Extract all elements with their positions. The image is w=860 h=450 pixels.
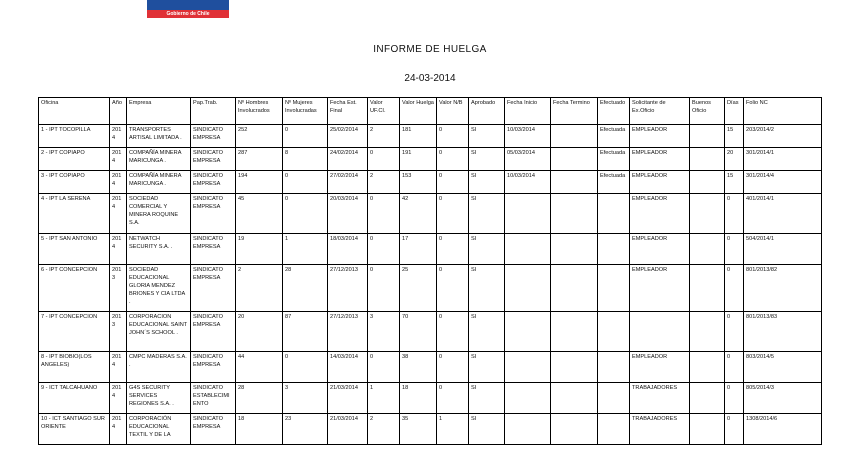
table-cell — [598, 383, 630, 414]
table-cell — [690, 352, 725, 383]
table-cell: SINDICATO EMPRESA — [191, 265, 236, 312]
table-cell: 0 — [725, 312, 744, 352]
table-cell: 21/03/2014 — [328, 383, 368, 414]
table-cell: 25/02/2014 — [328, 125, 368, 148]
table-cell: 10/03/2014 — [505, 125, 551, 148]
table-cell: SI — [469, 352, 505, 383]
table-cell: 15 — [725, 125, 744, 148]
table-cell: 0 — [437, 125, 469, 148]
table-cell: 2013 — [110, 265, 127, 312]
table-cell: 27/02/2014 — [328, 171, 368, 194]
table-cell: 0 — [437, 265, 469, 312]
table-cell: 0 — [437, 312, 469, 352]
table-cell: EMPLEADOR — [630, 265, 690, 312]
table-cell: 0 — [437, 383, 469, 414]
table-cell: SINDICATO EMPRESA — [191, 194, 236, 234]
table-cell — [690, 265, 725, 312]
table-cell — [690, 383, 725, 414]
table-cell — [598, 312, 630, 352]
table-cell: 8 — [283, 148, 328, 171]
table-cell: 20/03/2014 — [328, 194, 368, 234]
table-cell: 2014 — [110, 414, 127, 445]
table-cell: 10 - ICT SANTIAGO SUR ORIENTE — [39, 414, 110, 445]
table-cell: 44 — [236, 352, 283, 383]
table-cell: 0 — [437, 352, 469, 383]
table-cell: CORPORACION EDUCACIONAL SAINT JOHN´S SCHOOL . — [127, 312, 191, 352]
table-cell — [551, 265, 598, 312]
table-cell: Efectuada — [598, 171, 630, 194]
table-cell: SOCIEDAD COMERCIAL Y MINERA ROQUINE S.A. — [127, 194, 191, 234]
table-cell: SI — [469, 171, 505, 194]
table-body — [39, 125, 822, 445]
table-cell: 287 — [236, 148, 283, 171]
table-header-row — [39, 98, 822, 125]
column-header: Solicitante de Ex.Oficio — [630, 98, 690, 125]
table-row — [39, 171, 822, 194]
table-cell — [598, 414, 630, 445]
table-cell: 10/03/2014 — [505, 171, 551, 194]
table-cell — [551, 148, 598, 171]
table-cell: 0 — [368, 352, 400, 383]
table-cell: 801/2013/82 — [744, 265, 822, 312]
table-cell: 20 — [236, 312, 283, 352]
column-header: Pap.Trab. — [191, 98, 236, 125]
table-cell — [505, 194, 551, 234]
table-cell: SINDICATO ESTABLECIMIENTO — [191, 383, 236, 414]
table-cell: SINDICATO EMPRESA — [191, 414, 236, 445]
table-cell: 191 — [400, 148, 437, 171]
table-cell: 0 — [283, 194, 328, 234]
table-cell: 2 - IPT COPIAPO — [39, 148, 110, 171]
table-cell: 8 - IPT BIOBIO(LOS ANGELES) — [39, 352, 110, 383]
table-cell: 25 — [400, 265, 437, 312]
table-cell: SI — [469, 414, 505, 445]
table-cell: 0 — [725, 352, 744, 383]
table-cell: 70 — [400, 312, 437, 352]
column-header: Empresa — [127, 98, 191, 125]
table-cell: TRANSPORTES ARTISAL LIMITADA . — [127, 125, 191, 148]
table-cell: 194 — [236, 171, 283, 194]
table-cell: 38 — [400, 352, 437, 383]
table-cell: 21/03/2014 — [328, 414, 368, 445]
table-cell: 27/12/2013 — [328, 312, 368, 352]
table-cell: 14/03/2014 — [328, 352, 368, 383]
column-header: Año — [110, 98, 127, 125]
table-cell: 2014 — [110, 194, 127, 234]
table-cell: 0 — [437, 148, 469, 171]
table-cell — [551, 125, 598, 148]
table-cell: 2014 — [110, 148, 127, 171]
table-cell: 7 - IPT CONCEPCION — [39, 312, 110, 352]
table-cell: SINDICATO EMPRESA — [191, 125, 236, 148]
table-cell: 0 — [725, 234, 744, 265]
table-cell: 0 — [283, 352, 328, 383]
logo-text: Gobierno de Chile — [166, 11, 210, 17]
table-cell — [630, 312, 690, 352]
table-cell — [551, 234, 598, 265]
table-cell: 0 — [725, 414, 744, 445]
table-cell: SINDICATO EMPRESA — [191, 234, 236, 265]
table-cell: SINDICATO EMPRESA — [191, 171, 236, 194]
table-cell — [690, 312, 725, 352]
table-cell — [690, 148, 725, 171]
table-cell: NETWATCH SECURITY S.A. . — [127, 234, 191, 265]
table-row — [39, 234, 822, 265]
table-cell: 2014 — [110, 125, 127, 148]
table-cell: 0 — [283, 171, 328, 194]
column-header: Fecha Termino — [551, 98, 598, 125]
table-cell: 2014 — [110, 234, 127, 265]
table-cell: SINDICATO EMPRESA — [191, 352, 236, 383]
table-cell — [598, 265, 630, 312]
table-cell: G4S SECURITY SERVICES REGIONES S.A. . — [127, 383, 191, 414]
table-cell: 0 — [368, 265, 400, 312]
table-cell: 803/2014/5 — [744, 352, 822, 383]
table-row — [39, 125, 822, 148]
table-cell: SINDICATO EMPRESA — [191, 312, 236, 352]
table-cell: 2 — [368, 125, 400, 148]
table-cell: 45 — [236, 194, 283, 234]
table-cell: EMPLEADOR — [630, 148, 690, 171]
table-cell: TRABAJADORES — [630, 414, 690, 445]
table-cell — [551, 312, 598, 352]
table-row — [39, 414, 822, 445]
table-cell: 1 — [437, 414, 469, 445]
table-cell — [551, 383, 598, 414]
table-cell: 28 — [283, 265, 328, 312]
table-cell: 252 — [236, 125, 283, 148]
column-header: Efectuado — [598, 98, 630, 125]
table-cell — [690, 171, 725, 194]
table-row — [39, 148, 822, 171]
table-cell: EMPLEADOR — [630, 125, 690, 148]
column-header: Aprobado — [469, 98, 505, 125]
table-cell — [598, 352, 630, 383]
table-cell: 0 — [368, 148, 400, 171]
table-cell: 801/2013/83 — [744, 312, 822, 352]
table-cell: 0 — [725, 265, 744, 312]
table-cell: Efectuada — [598, 148, 630, 171]
table-cell: SI — [469, 148, 505, 171]
table-cell: 3 — [368, 312, 400, 352]
table-cell: 27/12/2013 — [328, 265, 368, 312]
table-cell: Efectuada — [598, 125, 630, 148]
table-cell: 15 — [725, 171, 744, 194]
table-cell: 2013 — [110, 312, 127, 352]
table-cell: SI — [469, 312, 505, 352]
table-cell: 42 — [400, 194, 437, 234]
table-cell: SOCIEDAD EDUCACIONAL GLORIA MENDEZ BRIONES Y CIA LTDA . — [127, 265, 191, 312]
column-header: Nº Mujeres Involucradas — [283, 98, 328, 125]
table-cell: 20 — [725, 148, 744, 171]
report-title: INFORME DE HUELGA — [373, 44, 487, 55]
table-row — [39, 352, 822, 383]
table-cell: 301/2014/4 — [744, 171, 822, 194]
table-cell: SI — [469, 383, 505, 414]
table-cell: 19 — [236, 234, 283, 265]
table-cell: CORPORACIÓN EDUCACIONAL TEXTIL Y DE LA — [127, 414, 191, 445]
column-header: Días — [725, 98, 744, 125]
column-header: Valor UF.CI. — [368, 98, 400, 125]
table-cell: EMPLEADOR — [630, 234, 690, 265]
table-cell: EMPLEADOR — [630, 352, 690, 383]
table-cell: 1308/2014/6 — [744, 414, 822, 445]
table-cell: 17 — [400, 234, 437, 265]
table-cell: 1 — [368, 383, 400, 414]
table-cell: 1 - IPT TOCOPILLA — [39, 125, 110, 148]
table-cell: 2014 — [110, 171, 127, 194]
table-cell: 0 — [725, 383, 744, 414]
column-header: Fecha Inicio — [505, 98, 551, 125]
table-cell — [505, 383, 551, 414]
table-cell: SI — [469, 194, 505, 234]
table-cell — [551, 414, 598, 445]
table-cell: SI — [469, 125, 505, 148]
table-cell — [505, 414, 551, 445]
table-cell: 301/2014/1 — [744, 148, 822, 171]
table-cell: 0 — [437, 194, 469, 234]
table-cell: 4 - IPT LA SERENA — [39, 194, 110, 234]
column-header: Nº Hombres Involucrados — [236, 98, 283, 125]
table-cell: EMPLEADOR — [630, 171, 690, 194]
table-cell: 203/2014/2 — [744, 125, 822, 148]
table-cell: 6 - IPT CONCEPCION — [39, 265, 110, 312]
table-cell: SI — [469, 265, 505, 312]
table-cell — [505, 234, 551, 265]
table-cell: 504/2014/1 — [744, 234, 822, 265]
table-row — [39, 383, 822, 414]
table-cell: SI — [469, 234, 505, 265]
table-row — [39, 312, 822, 352]
table-cell: 0 — [437, 234, 469, 265]
table-cell — [551, 352, 598, 383]
table-cell: COMPAÑÍA MINERA MARICUNGA . — [127, 148, 191, 171]
table-cell — [690, 125, 725, 148]
table-cell: CMPC MADERAS S.A. . — [127, 352, 191, 383]
table-cell — [505, 265, 551, 312]
table-cell — [690, 194, 725, 234]
table-cell — [598, 234, 630, 265]
table-row — [39, 194, 822, 234]
table-cell: 2014 — [110, 383, 127, 414]
table-cell — [690, 234, 725, 265]
table-cell: 2 — [368, 171, 400, 194]
table-cell: 0 — [368, 234, 400, 265]
table-row — [39, 265, 822, 312]
table-cell: 18/03/2014 — [328, 234, 368, 265]
table-cell: 0 — [283, 125, 328, 148]
column-header: Buenos Oficio — [690, 98, 725, 125]
strike-report-table — [38, 97, 822, 445]
table-cell: 9 - ICT TALCAHUANO — [39, 383, 110, 414]
table-cell: 2014 — [110, 352, 127, 383]
table-cell — [505, 352, 551, 383]
table-cell: 18 — [236, 414, 283, 445]
table-cell: 05/03/2014 — [505, 148, 551, 171]
table-cell: TRABAJADORES — [630, 383, 690, 414]
column-header: Valor N/B — [437, 98, 469, 125]
table-cell: 181 — [400, 125, 437, 148]
table-cell: 24/02/2014 — [328, 148, 368, 171]
column-header: Valor Huelga — [400, 98, 437, 125]
table-cell: 0 — [437, 171, 469, 194]
table-cell — [551, 194, 598, 234]
table-cell: 5 - IPT SAN ANTONIO — [39, 234, 110, 265]
table-cell: 87 — [283, 312, 328, 352]
column-header: Folio NC — [744, 98, 822, 125]
report-date: 24-03-2014 — [404, 73, 456, 84]
table-cell: EMPLEADOR — [630, 194, 690, 234]
table-cell: 23 — [283, 414, 328, 445]
table-cell: 401/2014/1 — [744, 194, 822, 234]
table-cell: 28 — [236, 383, 283, 414]
column-header: Oficina — [39, 98, 110, 125]
gobierno-de-chile-logo — [147, 0, 229, 18]
table-cell: 1 — [283, 234, 328, 265]
table-cell: 3 - IPT COPIAPO — [39, 171, 110, 194]
table-cell: 2 — [368, 414, 400, 445]
table-cell: 153 — [400, 171, 437, 194]
table-cell: 0 — [368, 194, 400, 234]
table-cell: 805/2014/3 — [744, 383, 822, 414]
table-cell: 35 — [400, 414, 437, 445]
table-cell — [690, 414, 725, 445]
table-cell: 2 — [236, 265, 283, 312]
table-cell — [551, 171, 598, 194]
table-cell: 3 — [283, 383, 328, 414]
table-cell: 0 — [725, 194, 744, 234]
column-header: Fecha Est. Final — [328, 98, 368, 125]
table-cell — [505, 312, 551, 352]
table-cell: 18 — [400, 383, 437, 414]
table-cell: SINDICATO EMPRESA — [191, 148, 236, 171]
table-cell — [598, 194, 630, 234]
table-cell: COMPAÑÍA MINERA MARICUNGA . — [127, 171, 191, 194]
